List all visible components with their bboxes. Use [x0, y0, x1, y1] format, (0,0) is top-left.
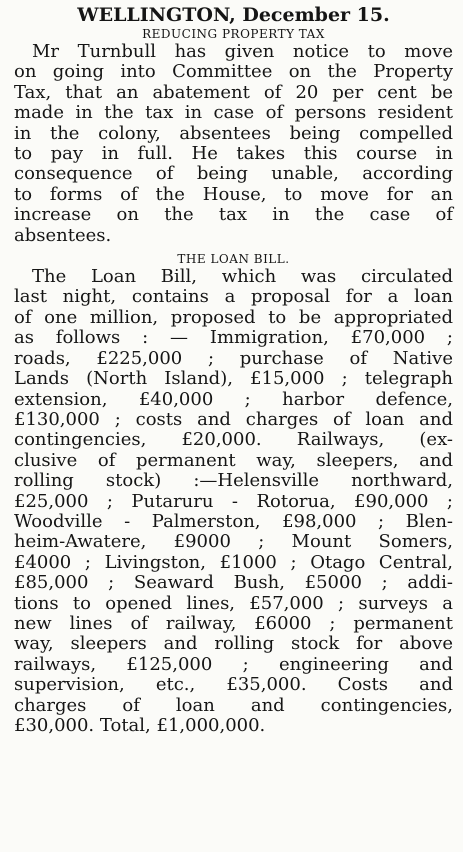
- article-line: tions to opened lines, £57,000 ; surveys a: [14, 592, 453, 614]
- article-line: to forms of the House, to move for an: [14, 183, 453, 205]
- article-line: contingencies, £20,000. Railways, (ex-: [14, 429, 453, 451]
- article-property-tax: [14, 42, 453, 246]
- article-line: roads, £225,000 ; purchase of Native: [14, 347, 453, 369]
- article-line: new lines of railway, £6000 ; permanent: [14, 612, 453, 634]
- article-line: The Loan Bill, which was circulated: [32, 266, 453, 288]
- section-heading-property-tax: REDUCING PROPERTY TAX: [142, 27, 325, 41]
- article-line: railways, £125,000 ; engineering and: [14, 653, 453, 675]
- article-line: clusive of permanent way, sleepers, and: [14, 449, 453, 471]
- article-line: last night, contains a proposal for a loan: [14, 286, 453, 308]
- article-line: of one million, proposed to be appropriated: [14, 306, 453, 328]
- article-line: absentees.: [14, 224, 112, 246]
- article-line: supervision, etc., £35,000. Costs and: [14, 674, 453, 696]
- article-line: on going into Committee on the Property: [14, 61, 453, 83]
- article-line: to pay in full. He takes this course in: [14, 143, 453, 165]
- article-line: £130,000 ; costs and charges of loan and: [14, 408, 453, 430]
- article-line: heim-Awatere, £9000 ; Mount Somers,: [14, 531, 453, 553]
- article-line: £4000 ; Livingston, £1000 ; Otago Central,: [14, 551, 453, 573]
- section-heading-loan-bill: THE LOAN BILL.: [177, 252, 290, 267]
- article-line: £85,000 ; Seaward Bush, £5000 ; addi-: [14, 572, 453, 594]
- article-line: as follows : — Immigration, £70,000 ;: [14, 327, 453, 349]
- article-line: extension, £40,000 ; harbor defence,: [14, 388, 453, 410]
- article-line: Lands (North Island), £15,000 ; telegraph: [14, 368, 453, 390]
- article-line: increase on the tax in the case of: [14, 204, 453, 226]
- article-line: charges of loan and contingencies,: [14, 694, 453, 716]
- article-line: way, sleepers and rolling stock for above: [14, 633, 453, 655]
- article-line: consequence of being unable, according: [14, 163, 453, 185]
- article-line: in the colony, absentees being compelled: [14, 122, 453, 144]
- article-line: rolling stock) :—Helensville northward,: [14, 470, 453, 492]
- article-line: made in the tax in case of persons resident: [14, 102, 453, 124]
- dateline: WELLINGTON, December 15.: [77, 4, 390, 26]
- article-line: Tax, that an abatement of 20 per cent be: [14, 81, 453, 103]
- article-line: Woodville - Palmerston, £98,000 ; Blen-: [14, 510, 453, 532]
- article-line: £25,000 ; Putaruru - Rotorua, £90,000 ;: [14, 490, 453, 512]
- article-loan-bill: [14, 267, 453, 736]
- article-line: £30,000. Total, £1,000,000.: [14, 715, 266, 736]
- article-line: Mr Turnbull has given notice to move: [32, 41, 453, 62]
